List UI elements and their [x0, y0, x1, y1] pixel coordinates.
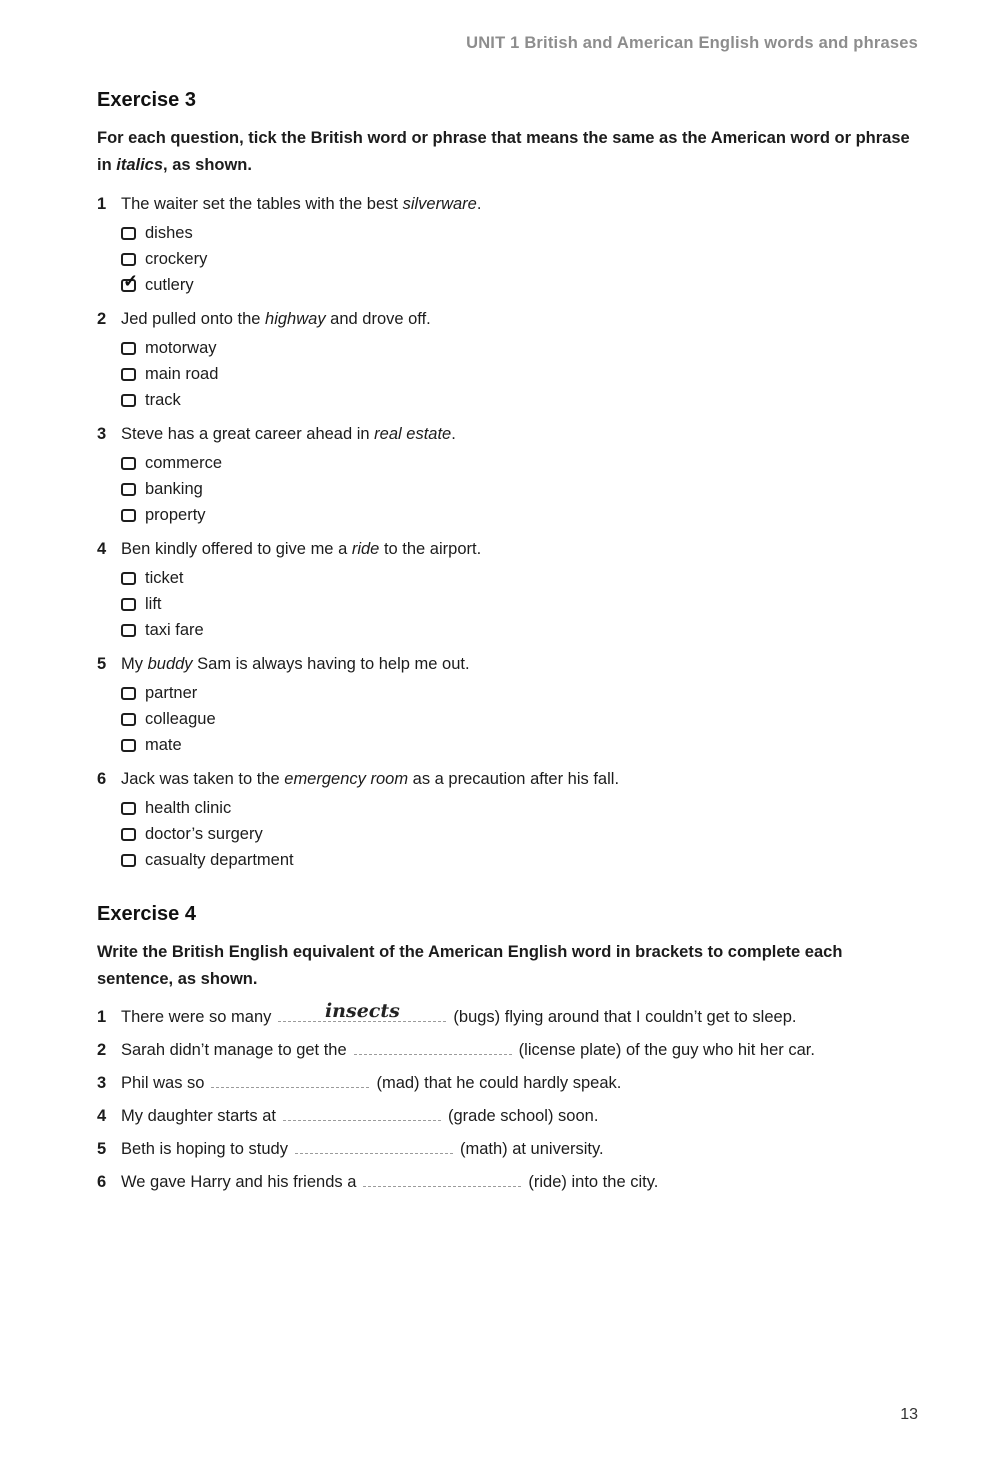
option-label: taxi fare: [145, 620, 204, 639]
exercise-3-section: [97, 89, 928, 873]
option-row: [121, 732, 928, 758]
question-number: 4: [97, 1107, 107, 1125]
checkbox-icon[interactable]: [121, 457, 136, 470]
option-label: ticket: [145, 568, 184, 587]
option-row: [121, 502, 928, 528]
option-label: main road: [145, 364, 219, 383]
checkbox-icon[interactable]: [121, 368, 136, 381]
ex3-question-3: [97, 422, 928, 528]
ex3-question-6: [97, 767, 928, 873]
checkbox-icon[interactable]: [121, 342, 136, 355]
ex3-question-1: [97, 192, 928, 298]
sentence-part: and drove off.: [325, 310, 431, 328]
exercise-4-title: Exercise 4: [97, 903, 196, 925]
sentence-part: Ben kindly offered to give me a: [121, 540, 352, 558]
checkbox-icon[interactable]: [121, 253, 136, 266]
option-label: lift: [145, 594, 162, 613]
exercise-4-section: [97, 903, 928, 1194]
option-row: [121, 795, 928, 821]
answer-blank[interactable]: [295, 1153, 453, 1154]
option-label: commerce: [145, 453, 223, 472]
handwritten-answer: insects: [324, 1000, 400, 1022]
sentence-part: Phil was so: [121, 1074, 205, 1092]
option-row: [121, 591, 928, 617]
sentence-part: to the airport.: [379, 540, 482, 558]
sentence-part: (grade school) soon.: [448, 1107, 599, 1125]
option-list: [121, 450, 928, 528]
sentence-part: My: [121, 655, 148, 673]
question-number: 2: [97, 310, 107, 328]
sentence-part: Beth is hoping to study: [121, 1140, 288, 1158]
ex4-question-6: [97, 1171, 928, 1194]
option-row: [121, 361, 928, 387]
question-sentence: [121, 422, 456, 447]
sentence-part: as a precaution after his fall.: [408, 770, 620, 788]
question-sentence: [121, 1138, 604, 1161]
option-label: banking: [145, 479, 203, 498]
question-sentence: [121, 1105, 598, 1128]
question-number: 3: [97, 425, 107, 443]
italic-term: emergency room: [284, 770, 409, 788]
sentence-part: We gave Harry and his friends a: [121, 1173, 357, 1191]
ex3-question-4: [97, 537, 928, 643]
checkbox-icon[interactable]: [121, 854, 136, 867]
question-number: 6: [97, 1173, 107, 1191]
sentence-part: The waiter set the tables with the best: [121, 195, 403, 213]
ex3-question-5: [97, 652, 928, 758]
option-row: [121, 565, 928, 591]
exercise-4-instructions: Write the British English equivalent of the American English word in brackets to complete each sentence, as shown.: [97, 943, 843, 988]
sentence-part: .: [476, 195, 482, 213]
option-label: colleague: [145, 709, 216, 728]
option-label: property: [145, 505, 206, 524]
option-list: [121, 220, 928, 298]
sentence-part: Sarah didn’t manage to get the: [121, 1041, 347, 1059]
checkbox-icon[interactable]: [121, 227, 136, 240]
question-number: 3: [97, 1074, 107, 1092]
option-row: [121, 335, 928, 361]
checkbox-icon[interactable]: [121, 713, 136, 726]
option-row: [121, 450, 928, 476]
answer-blank[interactable]: [211, 1087, 369, 1088]
option-row: [121, 387, 928, 413]
page-number: 13: [900, 1406, 918, 1423]
option-label: crockery: [145, 249, 208, 268]
tick-mark-icon: [123, 272, 138, 290]
question-number: 1: [97, 195, 107, 213]
option-label: doctor’s surgery: [145, 824, 263, 843]
option-label: dishes: [145, 223, 193, 242]
question-number: 6: [97, 770, 107, 788]
question-sentence: [121, 652, 470, 677]
question-number: 2: [97, 1041, 107, 1059]
sentence-part: My daughter starts at: [121, 1107, 276, 1125]
question-sentence: [121, 192, 481, 217]
option-row: [121, 706, 928, 732]
option-label: health clinic: [145, 798, 232, 817]
checkbox-icon[interactable]: [121, 624, 136, 637]
sentence-part: (bugs) flying around that I couldn’t get to sleep.: [453, 1008, 797, 1026]
sentence-part: (math) at university.: [459, 1140, 604, 1158]
ex4-question-3: [97, 1072, 928, 1095]
instruction-text: , as shown.: [163, 156, 252, 174]
option-row: [121, 680, 928, 706]
question-number: 5: [97, 1140, 107, 1158]
checkbox-icon[interactable]: [121, 509, 136, 522]
question-number: 1: [97, 1008, 107, 1026]
option-list: [121, 680, 928, 758]
option-row: [121, 821, 928, 847]
italic-term: highway: [265, 310, 326, 328]
running-head: UNIT 1 British and American English words and phrases: [466, 34, 918, 52]
option-label: motorway: [145, 338, 217, 357]
option-row: [121, 847, 928, 873]
sentence-part: There were so many: [121, 1008, 272, 1026]
option-label: cutlery: [145, 275, 194, 294]
option-list: [121, 565, 928, 643]
question-number: 4: [97, 540, 107, 558]
italic-term: ride: [351, 540, 380, 558]
instruction-text: For each question, tick the British word or phrase that means the same as the American word or phrase in: [97, 129, 910, 174]
checkbox-icon[interactable]: [121, 802, 136, 815]
option-list: [121, 335, 928, 413]
answer-blank[interactable]: [278, 1000, 446, 1022]
question-sentence: [121, 1072, 621, 1095]
sentence-part: Jed pulled onto the: [121, 310, 266, 328]
ex4-question-5: [97, 1138, 928, 1161]
answer-blank[interactable]: [354, 1054, 512, 1055]
checkbox-icon[interactable]: [121, 394, 136, 407]
option-label: casualty department: [145, 850, 294, 869]
option-label: partner: [145, 683, 198, 702]
question-sentence: [121, 307, 431, 332]
sentence-part: .: [451, 425, 456, 443]
sentence-part: Steve has a great career ahead in: [121, 425, 375, 443]
sentence-part: (ride) into the city.: [528, 1173, 659, 1191]
question-sentence: [121, 1171, 658, 1194]
checkbox-icon[interactable]: [121, 483, 136, 496]
option-label: mate: [145, 735, 182, 754]
option-label: track: [145, 390, 181, 409]
option-list: [121, 795, 928, 873]
question-sentence: [121, 767, 619, 792]
exercise-3-title: Exercise 3: [97, 89, 196, 111]
question-number: 5: [97, 655, 107, 673]
ex4-question-1: [97, 1000, 928, 1029]
sentence-part: Jack was taken to the: [121, 770, 285, 788]
sentence-part: (mad) that he could hardly speak.: [376, 1074, 622, 1092]
italic-term: real estate: [374, 425, 452, 443]
ex3-question-2: [97, 307, 928, 413]
italic-term: silverware: [402, 195, 477, 213]
checkbox-icon[interactable]: [121, 279, 136, 292]
question-sentence: [121, 1000, 797, 1029]
question-sentence: [121, 537, 481, 562]
checkbox-icon[interactable]: [121, 572, 136, 585]
checkbox-icon[interactable]: [121, 687, 136, 700]
sentence-part: (license plate) of the guy who hit her car.: [518, 1041, 815, 1059]
answer-blank[interactable]: [283, 1120, 441, 1121]
checkbox-icon[interactable]: [121, 739, 136, 752]
checkbox-icon[interactable]: [121, 828, 136, 841]
option-row: [121, 272, 928, 298]
exercise-3-instructions: [97, 125, 919, 179]
option-row: [121, 246, 928, 272]
ex4-question-2: [97, 1039, 928, 1062]
checkbox-icon[interactable]: [121, 598, 136, 611]
answer-blank[interactable]: [363, 1186, 521, 1187]
ex4-question-4: [97, 1105, 928, 1128]
sentence-part: Sam is always having to help me out.: [192, 655, 470, 673]
option-row: [121, 617, 928, 643]
question-sentence: [121, 1039, 815, 1062]
instruction-italic: italics: [116, 156, 164, 174]
option-row: [121, 220, 928, 246]
option-row: [121, 476, 928, 502]
italic-term: buddy: [147, 655, 193, 673]
